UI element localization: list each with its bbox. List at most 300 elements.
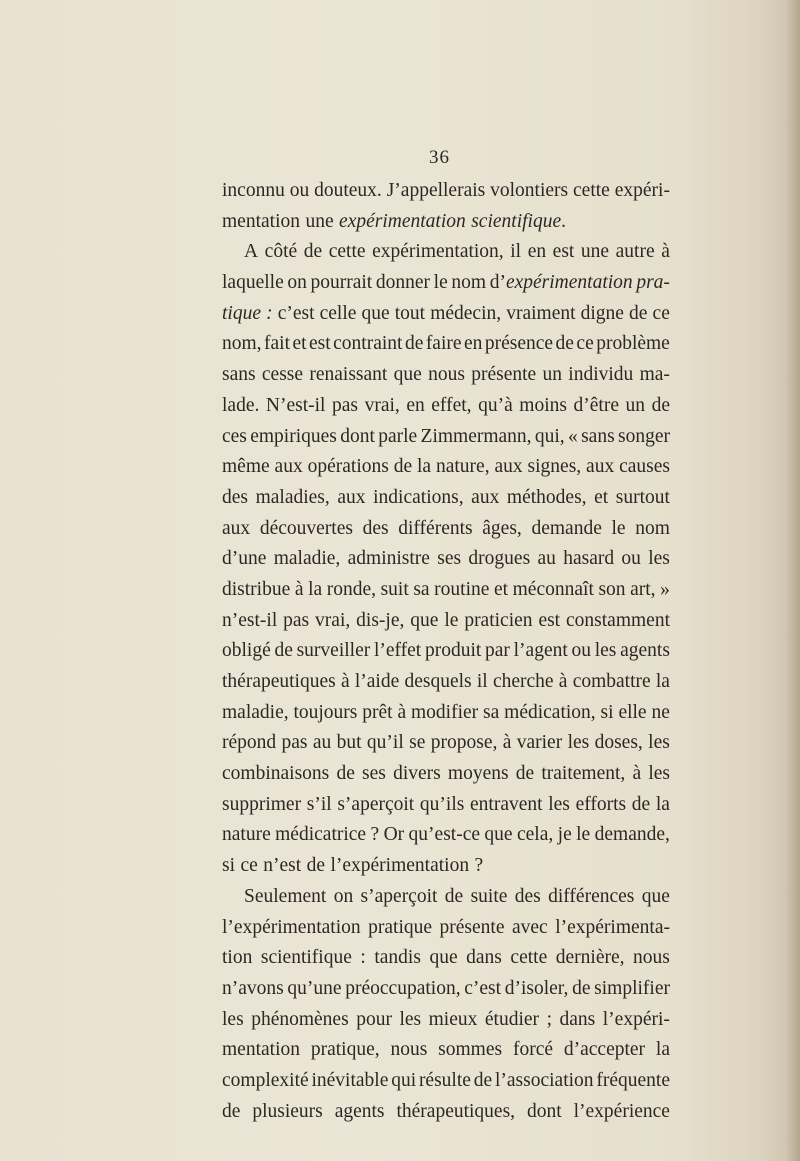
word-part: administre <box>347 548 430 570</box>
word <box>278 299 315 330</box>
word <box>618 422 670 453</box>
word <box>564 1035 645 1066</box>
word-part: ce <box>652 302 670 324</box>
word-part: si <box>222 855 236 877</box>
word <box>471 483 499 514</box>
word <box>648 544 670 575</box>
word-part: n’est <box>263 855 302 877</box>
word <box>493 667 554 698</box>
word-part: pratique <box>368 916 433 938</box>
word-part: répond <box>222 732 277 754</box>
word <box>471 207 566 238</box>
word <box>581 299 624 330</box>
word <box>252 1097 322 1128</box>
word <box>329 237 366 268</box>
word-part: l’association <box>494 1069 594 1091</box>
word-part: vrai, <box>315 609 351 631</box>
word-part: tandis <box>374 947 421 969</box>
word <box>404 667 471 698</box>
word <box>471 360 536 391</box>
word <box>471 882 508 913</box>
word <box>372 237 504 268</box>
word <box>574 1097 670 1128</box>
word-part: à <box>632 763 642 785</box>
word-part: effet, <box>431 394 472 416</box>
word-part: découvertes <box>259 517 353 539</box>
word <box>483 698 499 729</box>
word <box>222 391 259 422</box>
word <box>406 391 424 422</box>
word <box>559 667 568 698</box>
word-part: elle <box>618 701 647 723</box>
word <box>222 820 271 851</box>
text-line <box>222 391 670 422</box>
word-part: d’être <box>573 394 619 416</box>
word <box>656 790 670 821</box>
word-part: nom, <box>222 333 262 355</box>
word-part: que <box>429 947 458 969</box>
word-part: demande <box>531 517 602 539</box>
word <box>573 667 651 698</box>
word-part: de <box>572 977 591 999</box>
word <box>409 820 480 851</box>
word-part: donner <box>375 272 431 294</box>
word <box>444 606 458 637</box>
word <box>374 943 421 974</box>
word <box>367 728 404 759</box>
word <box>531 514 601 545</box>
word-part: aux <box>337 486 366 508</box>
word-part: complexité <box>222 1069 309 1091</box>
word-part: problème <box>596 333 670 355</box>
word-part: les <box>567 732 590 754</box>
word <box>263 851 301 882</box>
word-part: scientifique <box>260 947 352 969</box>
word-part: celle <box>319 302 357 324</box>
word <box>222 299 261 330</box>
text-line <box>222 790 670 821</box>
word-part: au <box>312 732 332 754</box>
word-part: douteux. <box>314 180 382 201</box>
word <box>440 913 505 944</box>
word-part: côté <box>264 241 298 263</box>
word-part: de <box>274 640 293 662</box>
word <box>556 943 625 974</box>
word <box>244 237 258 268</box>
word-part: aux <box>222 517 251 539</box>
word <box>222 606 277 637</box>
word-part: même <box>222 456 270 478</box>
word <box>616 237 655 268</box>
text-line <box>222 1066 670 1097</box>
word-part: est <box>309 333 331 355</box>
word <box>434 575 489 606</box>
word <box>661 237 670 268</box>
word <box>573 176 610 207</box>
word-part: s’aperçoit <box>360 885 438 907</box>
word-part: routine <box>434 578 490 600</box>
word <box>512 913 548 944</box>
word-part: expéri- <box>614 180 670 201</box>
word <box>256 483 330 514</box>
word <box>503 728 512 759</box>
word <box>264 329 290 360</box>
word <box>429 943 457 974</box>
word-part: sans <box>581 425 615 447</box>
word <box>421 422 532 453</box>
word <box>594 483 608 514</box>
word <box>431 391 471 422</box>
word-part: on <box>333 885 354 907</box>
word-part: maladie, <box>222 701 289 723</box>
word-part: résulte <box>418 1069 471 1091</box>
word-part: dont <box>527 1100 562 1122</box>
word-part: à <box>502 732 512 754</box>
word-part: méconnaît <box>512 578 594 600</box>
word <box>391 1066 416 1097</box>
word-part: la <box>655 1039 670 1061</box>
word-part: sommes <box>438 1039 503 1061</box>
text-line <box>222 483 670 514</box>
word-part: : <box>360 947 366 969</box>
word-part: de <box>303 241 323 263</box>
word <box>652 391 670 422</box>
word <box>629 299 647 330</box>
word-part: aux <box>586 456 615 478</box>
word-part: inconnu <box>222 180 285 201</box>
word <box>222 728 276 759</box>
word-part: différences <box>548 885 635 907</box>
word-part: les <box>222 1008 244 1030</box>
word <box>356 1005 392 1036</box>
word <box>514 636 568 667</box>
word <box>513 575 594 606</box>
word-part: fréquente <box>596 1069 670 1091</box>
word-part: le <box>576 824 591 846</box>
word-part: et <box>493 578 509 600</box>
text-line <box>222 913 670 944</box>
word <box>475 851 484 882</box>
word-part: contraint <box>333 333 403 355</box>
word <box>307 790 332 821</box>
word-part: traitement, <box>541 763 626 785</box>
word <box>287 268 307 299</box>
word <box>222 1066 309 1097</box>
word-part: ce <box>576 333 594 355</box>
word-part: mentation <box>222 1039 300 1061</box>
word-part: la <box>655 671 670 692</box>
word-part: plusieurs <box>252 1100 323 1122</box>
word <box>374 636 421 667</box>
word <box>429 1005 478 1036</box>
word <box>292 329 306 360</box>
word <box>576 790 627 821</box>
word <box>244 882 326 913</box>
word-part: de <box>651 394 670 416</box>
word-part: pas <box>283 609 310 631</box>
text-line <box>222 360 670 391</box>
text-line <box>222 1005 670 1036</box>
word <box>548 882 634 913</box>
word-part: volontiers <box>490 180 569 201</box>
word-part: phénomènes <box>251 1008 349 1030</box>
word <box>240 851 257 882</box>
word <box>485 329 553 360</box>
word <box>395 299 425 330</box>
word <box>222 575 290 606</box>
word-part: cette <box>573 180 610 201</box>
word <box>527 1097 562 1128</box>
word-part: individu <box>568 364 634 386</box>
word-part: différents <box>398 517 473 539</box>
word-part: c’est <box>464 977 502 999</box>
word-part: ; <box>546 1008 552 1030</box>
word-part: cesse <box>261 364 304 386</box>
word-part: empiriques <box>250 425 337 447</box>
text-line <box>222 544 670 575</box>
word-part: moyens <box>447 763 509 785</box>
word-part: dans <box>559 1008 596 1030</box>
word-part: de <box>222 1100 241 1122</box>
word-part: varier <box>516 732 563 754</box>
word <box>505 974 569 1005</box>
word <box>274 636 292 667</box>
word <box>478 391 513 422</box>
word-part: » <box>660 578 670 600</box>
word-part: de <box>473 1069 493 1091</box>
word-part: aux <box>471 486 500 508</box>
word <box>222 1005 244 1036</box>
word-part: maladies, <box>255 486 330 508</box>
word <box>428 360 465 391</box>
word-part: songer <box>618 425 670 447</box>
word-part: n’est-il <box>222 609 278 631</box>
word-part: dis-je, <box>356 609 405 631</box>
word <box>336 759 354 790</box>
word-part: lade. <box>222 394 260 416</box>
word <box>537 544 555 575</box>
word-part: l’expéri- <box>602 1008 670 1030</box>
text-line <box>222 452 670 483</box>
word-part: signes, <box>527 456 582 478</box>
word-part: laquelle <box>222 272 284 294</box>
word <box>311 268 373 299</box>
word-part: l’aide <box>354 671 400 692</box>
word-part: sa <box>483 701 500 723</box>
word <box>390 1035 427 1066</box>
word-part: médicatrice <box>275 824 367 846</box>
word-part: d’accepter <box>563 1039 646 1061</box>
word <box>222 268 284 299</box>
word <box>222 698 289 729</box>
word-part: pas <box>281 732 308 754</box>
word <box>513 1035 553 1066</box>
word <box>619 452 670 483</box>
word <box>586 452 614 483</box>
word <box>295 575 304 606</box>
word-part: Or <box>383 824 405 846</box>
word-part: de <box>515 763 535 785</box>
word-part: ces <box>222 425 247 447</box>
word <box>373 483 463 514</box>
word <box>594 974 670 1005</box>
word <box>470 790 543 821</box>
word <box>405 329 423 360</box>
word <box>653 299 670 330</box>
word <box>438 1035 502 1066</box>
word-part: renaissant <box>309 364 388 386</box>
word-part: l’expérimenta- <box>555 916 670 938</box>
word-part: les <box>594 640 617 662</box>
word <box>484 820 512 851</box>
word <box>360 943 365 974</box>
word-part: praticien <box>464 609 533 631</box>
word-part: suite <box>470 885 508 907</box>
word-part: ne <box>651 701 670 723</box>
word-part: qu’il <box>366 732 404 754</box>
word-part: obligé <box>222 640 271 662</box>
word <box>538 606 560 637</box>
word <box>265 237 297 268</box>
word <box>222 452 270 483</box>
word-part: autre <box>615 241 655 263</box>
word <box>485 636 510 667</box>
word <box>283 606 309 637</box>
word <box>581 422 615 453</box>
word-part: les <box>648 732 670 754</box>
word-part: dont <box>340 425 375 447</box>
word <box>485 1005 539 1036</box>
word-part: thérapeutiques, <box>396 1100 516 1122</box>
word-part: dernière, <box>555 947 625 969</box>
word <box>340 422 375 453</box>
word-part: méthodes, <box>506 486 587 508</box>
word <box>434 268 448 299</box>
word-part: âges, <box>482 517 522 539</box>
word <box>222 636 271 667</box>
word <box>621 544 641 575</box>
word-part: les <box>399 1008 422 1030</box>
word-part: et <box>594 486 609 508</box>
word <box>506 299 575 330</box>
page-number: 36 <box>429 147 450 168</box>
word <box>626 391 646 422</box>
word-part: prêt <box>362 701 393 723</box>
text-line <box>222 636 670 667</box>
word-part: faire <box>425 333 462 355</box>
word-part: parle <box>378 425 418 447</box>
word <box>327 575 376 606</box>
word <box>356 606 404 637</box>
word <box>409 728 425 759</box>
word-part: surveiller <box>296 640 371 662</box>
word <box>311 1035 380 1066</box>
text-line <box>222 759 670 790</box>
word-part: agents <box>620 640 670 662</box>
word <box>566 606 670 637</box>
word <box>601 698 614 729</box>
word-part: N’est-il <box>265 394 326 416</box>
word-part: se <box>409 732 426 754</box>
word <box>334 882 354 913</box>
word <box>308 452 389 483</box>
word <box>548 790 570 821</box>
word-part: à <box>294 578 304 600</box>
text-line <box>222 237 670 268</box>
word <box>494 452 522 483</box>
word-part: pour <box>356 1008 392 1030</box>
word-part: ses <box>437 548 462 570</box>
word <box>572 636 592 667</box>
word <box>361 882 438 913</box>
word <box>222 1035 300 1066</box>
word-part: un <box>625 394 646 416</box>
word <box>222 913 361 944</box>
word-part: pratique, <box>310 1039 380 1061</box>
word-part: qui, <box>534 425 565 447</box>
word-part: le <box>444 609 459 631</box>
word-part: il <box>476 671 488 692</box>
word <box>222 422 247 453</box>
word <box>595 636 617 667</box>
word <box>384 820 405 851</box>
word-part: surtout <box>615 486 670 508</box>
italic-word-part: scientifique <box>471 210 562 232</box>
word <box>304 237 322 268</box>
word-part: étudier <box>484 1008 540 1030</box>
word <box>615 176 670 207</box>
word-part: des <box>222 486 248 508</box>
word <box>222 974 284 1005</box>
word <box>413 575 429 606</box>
word <box>222 667 336 698</box>
word-part: expérimentation, <box>372 241 504 263</box>
word-part: ma- <box>639 364 670 386</box>
word <box>528 237 546 268</box>
word-part: on <box>287 272 307 294</box>
word-part: ses <box>362 763 386 785</box>
word <box>397 698 406 729</box>
word <box>633 943 670 974</box>
word-part: une <box>580 241 610 263</box>
word <box>477 667 488 698</box>
italic-word-part: pra- <box>636 272 670 294</box>
word-part: que <box>641 885 670 907</box>
word <box>451 268 486 299</box>
word <box>563 544 614 575</box>
word-part: nous <box>633 947 670 969</box>
word <box>448 759 509 790</box>
word <box>651 698 669 729</box>
word-part: ou <box>621 548 641 570</box>
word-part: à <box>397 701 407 723</box>
word <box>260 514 353 545</box>
word-part: combinaisons <box>222 763 330 785</box>
word-part: nous <box>390 1039 428 1061</box>
word <box>222 207 300 238</box>
page-edge-shadow <box>786 0 800 1161</box>
word-part: de <box>629 302 648 324</box>
word-part: nom <box>451 272 487 294</box>
word-part: toujours <box>293 701 358 723</box>
word-part: hasard <box>563 548 615 570</box>
word <box>222 851 235 882</box>
word-part: sans <box>222 364 256 386</box>
word-part: thérapeutiques <box>222 671 336 692</box>
word <box>640 360 670 391</box>
word-part: drogues <box>468 548 531 570</box>
word-part: demande, <box>594 824 670 846</box>
